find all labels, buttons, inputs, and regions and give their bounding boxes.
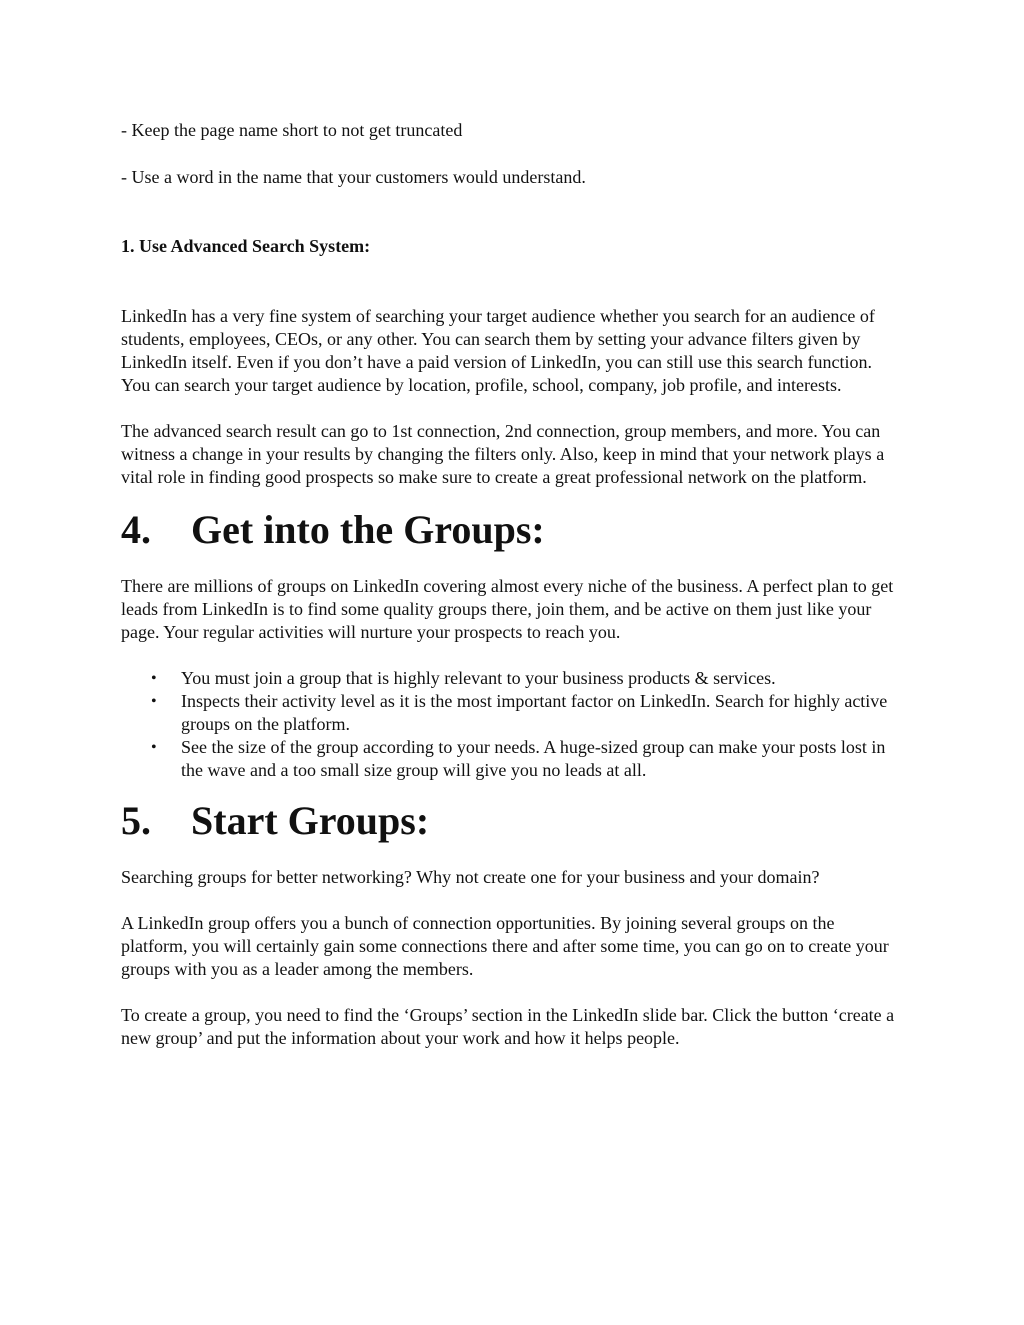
groups-heading-title: Get into the Groups:	[191, 507, 545, 552]
start-groups-heading-number: 5.	[121, 798, 151, 843]
advanced-search-paragraph: LinkedIn has a very fine system of searching your target audience whether you search for an audience of students, employees, CEOs, or any other. You can search them by setting your advance filters given by LinkedIn itself. Even if you don’t have a paid version of LinkedIn, you can still use this search function. You can search your target audience by location, profile, school, company, job profile, and interests.	[121, 306, 875, 395]
advanced-search-paragraph: The advanced search result can go to 1st connection, 2nd connection, group members, and more. You can witness a change in your results by changing the filters only. Also, keep in mind that your network plays a vital role in finding good prospects so make sure to create a great professional network on the platform.	[121, 421, 885, 487]
intro-line: - Use a word in the name that your customers would understand.	[121, 167, 586, 187]
groups-paragraph: There are millions of groups on LinkedIn covering almost every niche of the business. A perfect plan to get leads from LinkedIn is to find some quality groups there, join them, and be active on them just like your page. Your regular activities will nurture your prospects to reach you.	[121, 576, 894, 642]
start-groups-paragraph: A LinkedIn group offers you a bunch of connection opportunities. By joining several groups on the platform, you will certainly gain some connections there and after some time, you can go on to create your groups with you as a leader among the members.	[121, 913, 889, 979]
intro-line: - Keep the page name short to not get truncated	[121, 120, 463, 140]
start-groups-paragraph: To create a group, you need to find the ‘Groups’ section in the LinkedIn slide bar. Click the button ‘create a new group’ and put the information about your work and how it helps people.	[121, 1005, 895, 1048]
start-groups-heading	[121, 792, 904, 850]
start-groups-heading-title: Start Groups:	[191, 798, 430, 843]
groups-heading	[121, 501, 904, 559]
list-item: • Inspects their activity level as it is the most important factor on LinkedIn. Search for highly active groups on the platform.	[121, 690, 904, 736]
list-item: • You must join a group that is highly relevant to your business products & services.	[121, 667, 904, 690]
list-item: • See the size of the group according to your needs. A huge-sized group can make your posts lost in the wave and a too small size group will give you no leads at all.	[121, 736, 904, 782]
start-groups-paragraph: Searching groups for better networking? Why not create one for your business and your domain?	[121, 867, 820, 887]
advanced-search-heading: 1. Use Advanced Search System:	[121, 236, 371, 256]
groups-heading-number: 4.	[121, 507, 151, 552]
groups-bullet-list	[121, 667, 904, 782]
